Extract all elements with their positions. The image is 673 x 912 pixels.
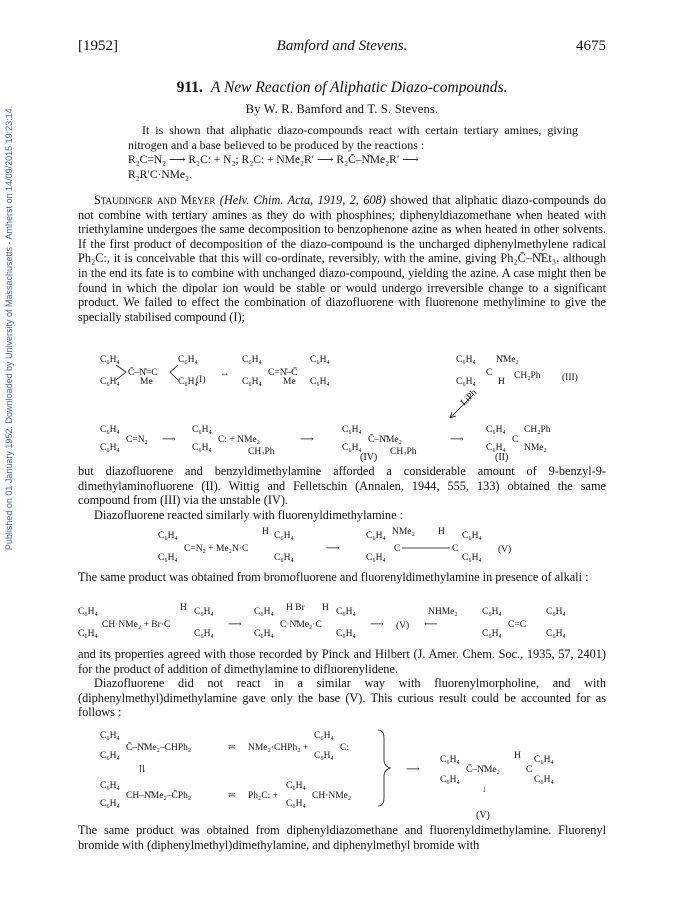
svg-text:C₆H₄: C₆H₄ bbox=[100, 443, 120, 453]
svg-text:C₆H₄: C₆H₄ bbox=[310, 355, 330, 365]
svg-text:C₆H₄: C₆H₄ bbox=[310, 377, 330, 387]
svg-text:C=C: C=C bbox=[508, 620, 527, 630]
svg-text:C·N̊Me₂·C: C·N̊Me₂·C bbox=[280, 620, 322, 630]
svg-text:C₆H₄: C₆H₄ bbox=[314, 751, 334, 761]
svg-text:C₆H₄: C₆H₄ bbox=[342, 443, 362, 453]
svg-text:CH₂Ph: CH₂Ph bbox=[248, 447, 275, 455]
scheme-2 bbox=[78, 524, 606, 568]
svg-text:H: H bbox=[498, 377, 505, 387]
svg-text:C: C bbox=[512, 435, 519, 445]
svg-text:C₆H₄: C₆H₄ bbox=[100, 781, 120, 791]
svg-text:⟶: ⟶ bbox=[228, 620, 242, 630]
svg-text:↔: ↔ bbox=[220, 369, 230, 379]
scheme-3 bbox=[78, 600, 606, 644]
svg-text:C₆H₄: C₆H₄ bbox=[274, 531, 294, 541]
svg-text:C₆H₄: C₆H₄ bbox=[546, 629, 566, 639]
svg-text:H: H bbox=[438, 527, 445, 537]
svg-text:C₆H₄: C₆H₄ bbox=[534, 755, 554, 765]
svg-text:C₆H₄: C₆H₄ bbox=[462, 531, 482, 541]
svg-text:C₆H₄: C₆H₄ bbox=[336, 629, 356, 639]
svg-text:C: C bbox=[486, 368, 493, 378]
svg-text:C₆H₄: C₆H₄ bbox=[178, 355, 198, 365]
svg-text:⇅: ⇅ bbox=[138, 765, 146, 775]
svg-text:C₆H₄: C₆H₄ bbox=[100, 731, 120, 741]
paragraph-4: The same product was obtained from bromofluorene and fluorenyldimethylamine in presence of alkali : bbox=[78, 570, 589, 584]
volume-year: [1952] bbox=[78, 38, 118, 54]
svg-text:H Br: H Br bbox=[286, 603, 305, 613]
paragraph-5: and its properties agreed with those recorded by Pinck and Hilbert (J. Amer. Chem. Soc., 1935, 57, 2401) for the product of addition of dimethylamine to difluorenylidene. Diazofluorene did not react in a similar way with fluorenylmorpholine, and with (diphenylmethyl)dimethylamine gave only the base (V). This curious result could be accounted for as follows : bbox=[78, 647, 606, 720]
svg-text:C̄–N̊Me₂: C̄–N̊Me₂ bbox=[466, 765, 500, 775]
svg-text:C₆H₄: C₆H₄ bbox=[440, 755, 460, 765]
svg-text:C₆H₄: C₆H₄ bbox=[100, 799, 120, 808]
paragraph-1: Staudinger and Meyer (Helv. Chim. Acta, 1919, 2, 608) showed that aliphatic diazo-compounds do not combine with tertiary amines as they do with phosphines; diphenyldiazomethane when heated with triethylamine undergoes the same decomposition to benzophenone azine as when heated in other solvents. If the first product of decomposition of the diazo-compound is the uncharged diphenylmethylene radical Ph₂C:, it is conceivable that this will co-ordinate, reversibly, with the amine, giving Ph₂C̄–N̊Et₃, although in the end its fate is to combine with unchanged diazo-compound, yielding the azine. A case might then be found in which the dipolar ion would be stable or would undergo irreversible change to a significant product. We failed to effect the combination of diazofluorene with fluorenone methylimine to give the specially stabilised compound (I); bbox=[78, 193, 606, 324]
svg-text:C₆H₄: C₆H₄ bbox=[286, 781, 306, 791]
svg-text:C₆H₄: C₆H₄ bbox=[486, 443, 506, 453]
svg-text:C₆H₄: C₆H₄ bbox=[78, 629, 98, 639]
svg-text:NMe₂: NMe₂ bbox=[392, 527, 415, 537]
svg-text:C₆H₄: C₆H₄ bbox=[456, 355, 476, 365]
svg-text:NMe₂: NMe₂ bbox=[524, 443, 547, 453]
svg-text:⟶: ⟶ bbox=[450, 435, 464, 445]
label-LiPh: LiPh bbox=[459, 387, 480, 409]
svg-text:C₆H₄: C₆H₄ bbox=[286, 799, 306, 808]
svg-text:C₆H₄: C₆H₄ bbox=[546, 607, 566, 617]
svg-text:C: C bbox=[452, 544, 459, 554]
svg-text:⟶: ⟶ bbox=[370, 620, 384, 630]
page-number: 4675 bbox=[576, 38, 606, 54]
svg-text:C₆H₄: C₆H₄ bbox=[194, 607, 214, 617]
svg-text:⟶: ⟶ bbox=[326, 544, 340, 554]
svg-text:C₆H₄: C₆H₄ bbox=[100, 377, 120, 387]
svg-text:C̄–N̊Me₂: C̄–N̊Me₂ bbox=[368, 435, 402, 445]
svg-text:C₆H₄: C₆H₄ bbox=[100, 425, 120, 435]
svg-text:NMe₂·CHPh₂ +: NMe₂·CHPh₂ + bbox=[248, 743, 309, 753]
svg-text:⟵: ⟵ bbox=[424, 620, 438, 630]
svg-text:C₆H₄: C₆H₄ bbox=[486, 425, 506, 435]
svg-text:C₆H₄: C₆H₄ bbox=[192, 443, 212, 453]
svg-text:C₆H₄: C₆H₄ bbox=[242, 377, 262, 387]
svg-text:H: H bbox=[322, 603, 329, 613]
abstract-text: It is shown that aliphatic diazo-compounds react with certain tertiary amines, giving nitrogen and a base believed to be produced by the reactions : bbox=[128, 123, 578, 152]
label-I: (I) bbox=[196, 375, 206, 385]
svg-text:C₆H₄: C₆H₄ bbox=[158, 553, 178, 563]
svg-text:C=N₂ + Me₂N·C: C=N₂ + Me₂N·C bbox=[184, 544, 249, 554]
svg-text:C̄–N̊=C: C̄–N̊=C bbox=[128, 368, 158, 378]
article-number: 911. bbox=[176, 79, 203, 96]
svg-text:C: C bbox=[394, 544, 401, 554]
label-NHMe2: NHMe₂ bbox=[428, 607, 458, 617]
svg-text:C₆H₄: C₆H₄ bbox=[100, 355, 120, 365]
svg-text:C: C bbox=[526, 765, 533, 775]
download-notice: Published on 01 January 1952. Downloaded by University of Massachusetts - Amherst on 14/09/2015 19:23:14. bbox=[4, 105, 14, 551]
svg-text:C₆H₄: C₆H₄ bbox=[342, 425, 362, 435]
label-III: (III) bbox=[562, 373, 578, 383]
svg-text:CH₂Ph: CH₂Ph bbox=[524, 425, 551, 435]
svg-text:C:: C: bbox=[340, 743, 349, 753]
authors: By W. R. Bamford and T. S. Stevens. bbox=[245, 102, 439, 116]
svg-text:C=N₂: C=N₂ bbox=[126, 435, 148, 445]
svg-text:C₆H₄: C₆H₄ bbox=[274, 553, 294, 563]
svg-text:⟶: ⟶ bbox=[300, 435, 314, 445]
article-title: 911. A New Reaction of Aliphatic Diazo-compounds. bbox=[176, 79, 508, 96]
svg-text:Me: Me bbox=[283, 377, 296, 387]
svg-text:Me: Me bbox=[140, 377, 153, 387]
scheme-4 bbox=[78, 726, 606, 808]
paragraph-2: but diazofluorene and benzyldimethylamine afforded a considerable amount of 9-benzyl-9-dimethylaminofluorene (II). Wittig and Felletschin (Annalen, 1944, 555, 133) obtained the same compound from (III) via the unstable (IV). Diazofluorene reacted similarly with fluorenyldimethylamine : bbox=[78, 464, 606, 522]
svg-text:CH·NMe₂ + Br·C: CH·NMe₂ + Br·C bbox=[102, 620, 171, 630]
svg-text:C₆H₄: C₆H₄ bbox=[242, 355, 262, 365]
svg-text:N̊Me₂: N̊Me₂ bbox=[496, 355, 519, 365]
svg-text:C₆H₄: C₆H₄ bbox=[336, 607, 356, 617]
svg-text:⟶: ⟶ bbox=[162, 435, 176, 445]
svg-text:C₆H₄: C₆H₄ bbox=[100, 751, 120, 761]
svg-text:C₆H₄: C₆H₄ bbox=[192, 425, 212, 435]
label-II: (II) bbox=[495, 452, 509, 463]
svg-text:⟶: ⟶ bbox=[406, 765, 420, 775]
svg-text:C₆H₄: C₆H₄ bbox=[178, 377, 198, 387]
svg-text:C₆H₄: C₆H₄ bbox=[158, 531, 178, 541]
svg-text:C₆H₄: C₆H₄ bbox=[78, 607, 98, 617]
svg-text:C₆H₄: C₆H₄ bbox=[254, 607, 274, 617]
svg-text:C₆H₄: C₆H₄ bbox=[456, 377, 476, 387]
svg-text:H: H bbox=[180, 603, 187, 613]
svg-text:C₆H₄: C₆H₄ bbox=[254, 629, 274, 639]
svg-text:C₆H₄: C₆H₄ bbox=[366, 553, 386, 563]
svg-text:C₆H₄: C₆H₄ bbox=[194, 629, 214, 639]
running-title: Bamford and Stevens. bbox=[276, 38, 408, 54]
svg-text:C₆H₄: C₆H₄ bbox=[534, 775, 554, 785]
label-V: (V) bbox=[476, 810, 490, 821]
svg-text:CH₂Ph: CH₂Ph bbox=[390, 447, 417, 455]
svg-text:CH₂Ph: CH₂Ph bbox=[514, 371, 541, 381]
svg-text:C₆H₄: C₆H₄ bbox=[462, 553, 482, 563]
paragraph-7: The same product was obtained from diphenyldiazomethane and fluorenyldimethylamine. Fluorenyl bromide with (diphenylmethyl)dimethylamine, and diphenylmethyl bromide with bbox=[78, 823, 606, 852]
svg-text:C₆H₄: C₆H₄ bbox=[482, 607, 502, 617]
svg-text:C=N̊–C̄: C=N̊–C̄ bbox=[268, 368, 298, 378]
svg-text:C₆H₄: C₆H₄ bbox=[440, 775, 460, 785]
abstract-equation-1: R₂C=N₂ ⟶ R₂C: + N₂; R₂C: + NMe₂R′ ⟶ R₂C̄–N̊Me₂R′ ⟶ bbox=[128, 154, 419, 166]
scheme-1 bbox=[78, 350, 606, 455]
svg-text:↓: ↓ bbox=[482, 785, 487, 795]
svg-text:(V): (V) bbox=[498, 545, 512, 555]
abstract bbox=[128, 123, 578, 183]
svg-text:C̄–N̊Me₂–CHPh₂: C̄–N̊Me₂–CHPh₂ bbox=[126, 743, 192, 753]
svg-text:⇌: ⇌ bbox=[228, 743, 236, 753]
svg-text:C₆H₄: C₆H₄ bbox=[366, 531, 386, 541]
svg-text:H: H bbox=[514, 751, 521, 761]
abstract-equation-2: R₂R′C·NMe₂. bbox=[128, 169, 192, 181]
svg-text:CH·NMe₂: CH·NMe₂ bbox=[312, 791, 352, 801]
svg-text:Ph₂C: +: Ph₂C: + bbox=[248, 791, 279, 801]
svg-text:CH–N̊Me₂–C̄Ph₂: CH–N̊Me₂–C̄Ph₂ bbox=[126, 791, 192, 801]
svg-text:(V): (V) bbox=[396, 621, 410, 631]
label-IV: (IV) bbox=[360, 452, 378, 463]
svg-text:⇌: ⇌ bbox=[228, 791, 236, 801]
svg-text:H: H bbox=[262, 527, 269, 537]
svg-text:C₆H₄: C₆H₄ bbox=[482, 629, 502, 639]
svg-text:C: + NMe₂: C: + NMe₂ bbox=[218, 435, 260, 445]
svg-text:C₆H₄: C₆H₄ bbox=[314, 731, 334, 741]
